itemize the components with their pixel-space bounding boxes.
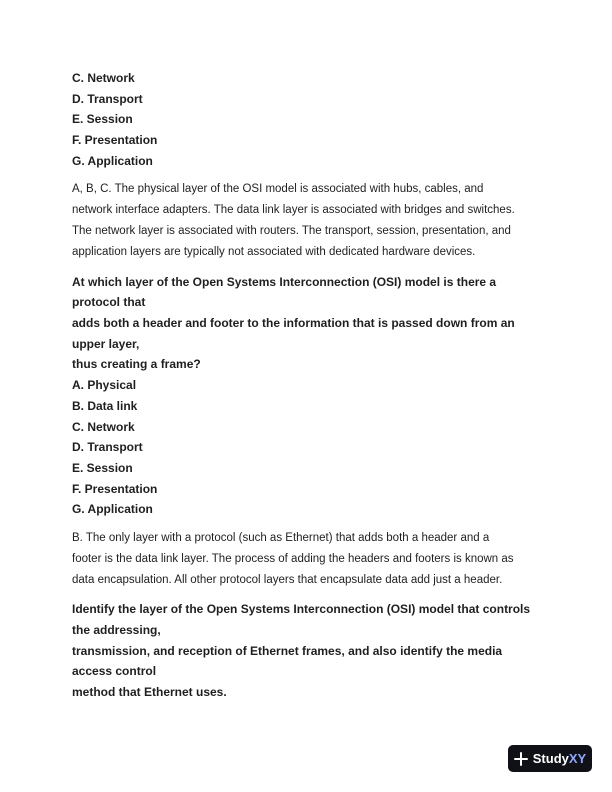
question-2-line: At which layer of the Open Systems Interconnection (OSI) model is there a [72, 274, 497, 289]
question-3-line: Identify the layer of the Open Systems Interconnection (OSI) model that controls [72, 602, 531, 617]
answer-1-line: application layers are typically not associated with dedicated hardware devices. [72, 245, 476, 258]
question-2-line: upper layer, [72, 336, 140, 351]
answer-1-line: network interface adapters. The data link layer is associated with bridges and switches. [72, 204, 515, 217]
answer-2-line: data encapsulation. All other protocol layers that encapsulate data add just a header. [72, 573, 503, 586]
option-g: G. Application [72, 502, 153, 517]
option-d: D. Transport [72, 91, 143, 106]
question-3-line: access control [72, 664, 157, 679]
question-2-options [72, 375, 542, 520]
question-2-line: adds both a header and footer to the information that is passed down from an [72, 316, 515, 331]
option-c: C. Network [72, 71, 135, 85]
option-g: G. Application [72, 153, 153, 168]
question-3-line: the addressing, [72, 623, 161, 638]
option-a: A. Physical [72, 378, 137, 393]
question-3 [72, 599, 542, 703]
answer-2-line: B. The only layer with a protocol (such as Ethernet) that adds both a header and a [72, 531, 490, 544]
question-2 [72, 272, 542, 376]
question-2-line: thus creating a frame? [72, 357, 201, 372]
plus-icon [514, 752, 528, 766]
option-c: C. Network [72, 419, 135, 434]
answer-1 [72, 179, 542, 262]
answer-1-line: The network layer is associated with routers. The transport, session, presentation, and [72, 225, 511, 238]
document-page [72, 68, 542, 703]
badge-study-text: Study [532, 751, 569, 766]
answer-2-line: footer is the data link layer. The process of adding the headers and footers is known as [72, 552, 514, 565]
answer-2 [72, 528, 542, 590]
badge-xy-text: XY [568, 751, 587, 766]
question-3-line: transmission, and reception of Ethernet frames, and also identify the media [72, 643, 503, 658]
question-2-line: protocol that [72, 295, 146, 310]
answer-1-line: A, B, C. The physical layer of the OSI model is associated with hubs, cables, and [72, 183, 484, 196]
option-f: F. Presentation [72, 133, 158, 148]
option-b: B. Data link [72, 398, 138, 413]
option-e: E. Session [72, 112, 133, 127]
question-3-line: method that Ethernet uses. [72, 685, 227, 700]
option-d: D. Transport [72, 440, 143, 455]
option-f: F. Presentation [72, 481, 158, 496]
option-e: E. Session [72, 460, 133, 475]
studyxy-badge[interactable] [508, 745, 592, 772]
top-options [72, 68, 542, 171]
